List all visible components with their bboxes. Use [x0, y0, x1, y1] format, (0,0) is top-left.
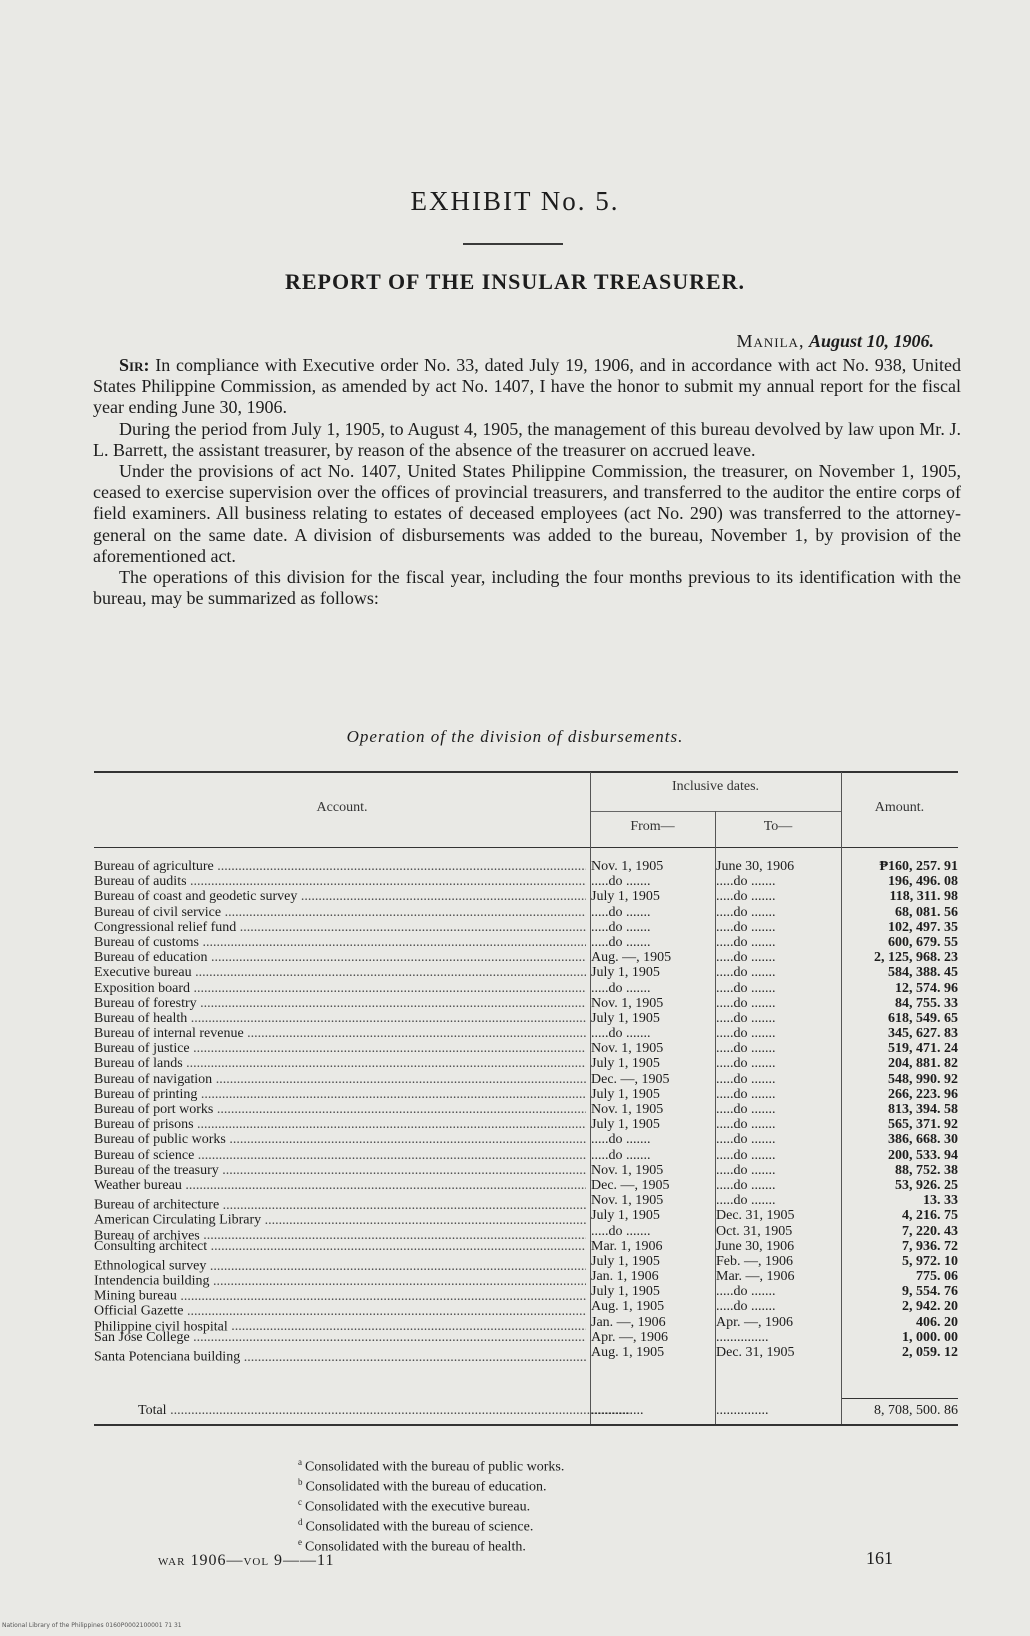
- table-row: [94, 874, 958, 889]
- table-row: [94, 1330, 958, 1345]
- amount-cell: 204, 881. 82: [888, 1056, 958, 1072]
- amount-cell: 12, 574. 96: [895, 980, 958, 996]
- footnote-text: Consolidated with the bureau of public works.: [305, 1459, 565, 1475]
- to-date-cell: .....do .......: [716, 1117, 776, 1133]
- account-cell: San Jose College .....: [94, 1330, 586, 1345]
- to-date-cell: .....do .......: [716, 1071, 776, 1087]
- to-date-cell: Feb. —, 1906: [716, 1253, 793, 1269]
- paragraph-3: Under the provisions of act No. 1407, United States Philippine Commission, the treasurer, on November 1, 1905, ceased to exercise supervision over the offices of provincial treasurers, and transferred to the auditor the entire corps of field examiners. All business relating to estates of deceased employees (act No. 290) was transferred to the attorney-general on the same date. A division of disbursements was added to the bureau, November 1, by provision of the aforementioned act.: [93, 461, 961, 566]
- paragraph-2: During the period from July 1, 1905, to August 4, 1905, the management of this bureau devolved by law upon Mr. J. L. Barrett, the assistant treasurer, by reason of the absence of the treasurer on accrued leave.: [93, 418, 961, 460]
- table-row: [94, 1178, 958, 1193]
- table-row: [94, 1132, 958, 1147]
- to-date-cell: .....do .......: [716, 995, 776, 1011]
- paragraph-4: The operations of this division for the fiscal year, including the four months previous to its identification with the bureau, may be summarized as follows:: [93, 567, 961, 609]
- to-date-cell: ...............: [716, 1329, 769, 1345]
- to-date-cell: .....do .......: [716, 965, 776, 981]
- account-cell: Bureau of science .....: [94, 1148, 586, 1163]
- salutation: Sir:: [119, 355, 150, 375]
- to-date-cell: .....do .......: [716, 1102, 776, 1117]
- total-rule: [841, 1398, 958, 1399]
- amount-cell: 266, 223. 96: [888, 1086, 958, 1102]
- table-row: [94, 1102, 958, 1117]
- amount-cell: 13. 33: [923, 1193, 958, 1209]
- account-cell: American Circulating Library .....: [94, 1208, 586, 1228]
- table-row: [94, 996, 958, 1011]
- account-cell: Bureau of internal revenue .....: [94, 1026, 586, 1041]
- table-row: [94, 1314, 958, 1335]
- table-row: [94, 1208, 958, 1228]
- table-row: [94, 1284, 958, 1304]
- from-date-cell: Jan. —, 1906: [591, 1314, 666, 1330]
- amount-cell: 600, 679. 55: [888, 934, 958, 950]
- table-row: [94, 1269, 958, 1289]
- amount-cell: 200, 533. 94: [888, 1147, 958, 1163]
- from-date-cell: Mar. 1, 1906: [591, 1238, 663, 1254]
- from-date-cell: Nov. 1, 1905: [591, 1162, 664, 1178]
- table-row: [94, 1239, 958, 1254]
- from-date-cell: July 1, 1905: [591, 1086, 660, 1102]
- account-cell: Bureau of health .....: [94, 1011, 586, 1026]
- footnote-marker: e: [298, 1537, 302, 1548]
- to-date-cell: .....do .......: [716, 1041, 776, 1057]
- table-row: [94, 1026, 958, 1041]
- to-date-cell: .....do .......: [716, 1086, 776, 1102]
- to-date-cell: Apr. —, 1906: [716, 1314, 793, 1330]
- header-account: Account.: [316, 800, 368, 815]
- footnote-marker: c: [298, 1497, 302, 1508]
- from-date-cell: Nov. 1, 1905: [591, 1102, 664, 1117]
- amount-cell: 406. 20: [916, 1314, 958, 1330]
- table-row: [94, 1253, 958, 1274]
- header-inclusive-dates: Inclusive dates.: [671, 779, 760, 794]
- header-amount: Amount.: [874, 800, 925, 815]
- amount-cell: 196, 496. 08: [888, 874, 958, 890]
- to-date-cell: .....do .......: [716, 1299, 776, 1315]
- paragraph-1: [93, 355, 961, 419]
- account-cell: Bureau of agriculture .....: [94, 859, 586, 874]
- from-date-cell: Aug. 1, 1905: [591, 1299, 665, 1315]
- from-date-cell: July 1, 1905: [591, 889, 660, 905]
- amount-cell: 2, 125, 968. 23: [874, 950, 958, 966]
- account-cell: Bureau of coast and geodetic survey .....: [94, 889, 586, 904]
- amount-cell: 386, 668. 30: [888, 1132, 958, 1148]
- table-row: [94, 935, 958, 950]
- table-row: [94, 1299, 958, 1320]
- library-credit: National Library of the Philippines 0160P0002100001 71 31: [2, 1622, 182, 1629]
- account-cell: Bureau of education .....: [94, 950, 586, 965]
- to-date-cell: Dec. 31, 1905: [716, 1208, 795, 1224]
- footnote: [298, 1515, 818, 1535]
- account-cell: Bureau of customs .....: [94, 935, 586, 950]
- amount-cell: ₱160, 257. 91: [879, 859, 958, 874]
- amount-cell: 345, 627. 83: [888, 1026, 958, 1042]
- from-date-cell: .....do .......: [591, 904, 651, 920]
- to-date-cell: .....do .......: [716, 1147, 776, 1163]
- account-cell: Bureau of public works .....: [94, 1132, 586, 1147]
- to-date-cell: Oct. 31, 1905: [716, 1223, 793, 1239]
- table-row: [94, 1345, 958, 1365]
- from-date-cell: .....do .......: [591, 1132, 651, 1148]
- to-date-cell: .....do .......: [716, 1132, 776, 1148]
- to-date-cell: .....do .......: [716, 1284, 776, 1300]
- footnote-text: Consolidated with the bureau of education.: [305, 1479, 547, 1495]
- account-cell: Santa Potenciana building .....: [94, 1345, 586, 1365]
- dateline-date: August 10, 1906.: [808, 331, 934, 351]
- from-date-cell: Nov. 1, 1905: [591, 1193, 664, 1209]
- table-row: [94, 1041, 958, 1056]
- account-cell: Philippine civil hospital .....: [94, 1315, 586, 1335]
- from-date-cell: July 1, 1905: [591, 1284, 660, 1300]
- from-date-cell: Jan. 1, 1906: [591, 1269, 659, 1285]
- table-row: [94, 1087, 958, 1102]
- to-date-cell: .....do .......: [716, 1177, 776, 1193]
- dateline: [737, 331, 935, 352]
- table-row: [94, 1117, 958, 1132]
- footnote-text: Consolidated with the executive bureau.: [305, 1499, 531, 1515]
- to-date-cell: .....do .......: [716, 1010, 776, 1026]
- account-cell: Consulting architect .....: [94, 1239, 586, 1254]
- to-date-cell: .....do .......: [716, 1026, 776, 1042]
- to-date-cell: .....do .......: [716, 904, 776, 920]
- footnote: [298, 1455, 818, 1475]
- from-date-cell: Nov. 1, 1905: [591, 1041, 664, 1057]
- table-row: [94, 1148, 958, 1163]
- to-date-cell: .....do .......: [716, 950, 776, 966]
- table-bottom-rule: [94, 1424, 958, 1426]
- paragraph-1-text: In compliance with Executive order No. 33, dated July 19, 1906, and in accordance with act No. 938, United States Philippine Commission, as amended by act No. 1407, I have the honor to submit my annual report for the fiscal year ending June 30, 1906.: [93, 355, 961, 418]
- from-date-cell: .....do .......: [591, 980, 651, 996]
- to-date-cell: .....do .......: [716, 1193, 776, 1209]
- amount-cell: 53, 926. 25: [895, 1177, 958, 1193]
- table-row: [94, 920, 958, 935]
- report-title: REPORT OF THE INSULAR TREASURER.: [284, 269, 746, 294]
- from-date-cell: July 1, 1905: [591, 1010, 660, 1026]
- from-date-cell: .....do .......: [591, 874, 651, 890]
- from-date-cell: July 1, 1905: [591, 965, 660, 981]
- account-cell: Official Gazette .....: [94, 1299, 586, 1319]
- from-date-cell: .....do .......: [591, 934, 651, 950]
- account-cell: Bureau of justice .....: [94, 1041, 586, 1056]
- account-cell: Mining bureau .....: [94, 1284, 586, 1304]
- account-cell: Exposition board .....: [94, 981, 586, 996]
- from-date-cell: Dec. —, 1905: [591, 1177, 670, 1193]
- to-date-cell: .....do .......: [716, 934, 776, 950]
- signature-line: war 1906—vol 9——11: [158, 1552, 335, 1569]
- header-from: From—: [630, 819, 675, 834]
- table-body: [94, 859, 958, 1365]
- from-date-cell: .....do .......: [591, 919, 651, 935]
- account-cell: Bureau of printing .....: [94, 1087, 586, 1102]
- from-date-cell: Aug. —, 1905: [591, 950, 672, 966]
- account-cell: Congressional relief fund .....: [94, 920, 586, 935]
- account-cell: Bureau of archives .....: [94, 1224, 586, 1244]
- footnote-text: Consolidated with the bureau of science.: [305, 1519, 534, 1535]
- table-row: [94, 859, 958, 874]
- from-date-cell: Nov. 1, 1905: [591, 995, 664, 1011]
- table-row: [94, 981, 958, 996]
- table-caption: Operation of the division of disbursements.: [346, 727, 684, 746]
- from-date-cell: Dec. —, 1905: [591, 1071, 670, 1087]
- footnotes: [298, 1455, 818, 1555]
- to-date-cell: June 30, 1906: [716, 859, 795, 874]
- footnote: [298, 1495, 818, 1515]
- from-date-cell: .....do .......: [591, 1147, 651, 1163]
- table-row: [94, 1193, 958, 1213]
- page-number: 161: [866, 1548, 893, 1568]
- from-date-cell: July 1, 1905: [591, 1117, 660, 1133]
- account-cell: Bureau of architecture .....: [94, 1193, 586, 1213]
- table-row: [94, 1011, 958, 1026]
- footnote: [298, 1475, 818, 1495]
- to-date-cell: .....do .......: [716, 1162, 776, 1178]
- to-date-cell: .....do .......: [716, 1056, 776, 1072]
- to-date-cell: .....do .......: [716, 889, 776, 905]
- table-row: [94, 1072, 958, 1087]
- table-row: [94, 1056, 958, 1071]
- amount-cell: 4, 216. 75: [902, 1208, 958, 1224]
- account-cell: Executive bureau .....: [94, 965, 586, 980]
- table-row: [94, 950, 958, 965]
- account-cell: Bureau of audits .....: [94, 874, 586, 889]
- header-to: To—: [763, 819, 793, 834]
- amount-cell: 1, 000. 00: [902, 1329, 958, 1345]
- total-from: ...............: [591, 1403, 644, 1418]
- to-date-cell: Dec. 31, 1905: [716, 1345, 795, 1360]
- amount-cell: 7, 220. 43: [902, 1223, 958, 1239]
- footnote: [298, 1535, 818, 1555]
- total-label: Total .....: [94, 1403, 630, 1419]
- table-row: [94, 889, 958, 904]
- amount-cell: 68, 081. 56: [895, 904, 958, 920]
- table-row: [94, 965, 958, 980]
- amount-cell: 584, 388. 45: [888, 965, 958, 981]
- heading-rule: [463, 243, 563, 245]
- from-date-cell: July 1, 1905: [591, 1056, 660, 1072]
- amount-cell: 519, 471. 24: [888, 1041, 958, 1057]
- footnote-marker: a: [298, 1457, 302, 1467]
- from-date-cell: July 1, 1905: [591, 1253, 660, 1269]
- account-cell: Weather bureau .....: [94, 1178, 586, 1193]
- to-date-cell: .....do .......: [716, 980, 776, 996]
- table-row: [94, 905, 958, 920]
- amount-cell: 2, 059. 12: [902, 1345, 958, 1360]
- table-row: [94, 1223, 958, 1244]
- amount-cell: 813, 394. 58: [888, 1102, 958, 1117]
- from-date-cell: Nov. 1, 1905: [591, 859, 664, 874]
- from-date-cell: .....do .......: [591, 1223, 651, 1239]
- amount-cell: 775. 06: [916, 1269, 958, 1285]
- table-row: [94, 1163, 958, 1178]
- account-cell: Bureau of port works .....: [94, 1102, 586, 1117]
- amount-cell: 618, 549. 65: [888, 1010, 958, 1026]
- to-date-cell: .....do .......: [716, 919, 776, 935]
- amount-cell: 2, 942. 20: [902, 1299, 958, 1315]
- account-cell: Bureau of the treasury .....: [94, 1163, 586, 1178]
- account-cell: Intendencia building .....: [94, 1269, 586, 1289]
- total-amount: 8, 708, 500. 86: [874, 1403, 958, 1418]
- amount-cell: 88, 752. 38: [895, 1162, 958, 1178]
- from-date-cell: July 1, 1905: [591, 1208, 660, 1224]
- to-date-cell: Mar. —, 1906: [716, 1269, 795, 1285]
- to-date-cell: .....do .......: [716, 874, 776, 890]
- account-cell: Bureau of navigation .....: [94, 1072, 586, 1087]
- amount-cell: 84, 755. 33: [895, 995, 958, 1011]
- account-cell: Bureau of civil service .....: [94, 905, 586, 920]
- footnote-marker: b: [298, 1477, 303, 1488]
- amount-cell: 548, 990. 92: [888, 1071, 958, 1087]
- table-header-rule: [94, 847, 958, 848]
- from-date-cell: Aug. 1, 1905: [591, 1345, 665, 1360]
- amount-cell: 7, 936. 72: [902, 1238, 958, 1254]
- from-date-cell: Apr. —, 1906: [591, 1329, 668, 1345]
- to-date-cell: June 30, 1906: [716, 1238, 795, 1254]
- report-body: [93, 355, 961, 609]
- table-top-rule: [94, 771, 958, 773]
- amount-cell: 565, 371. 92: [888, 1117, 958, 1133]
- account-cell: Bureau of prisons .....: [94, 1117, 586, 1132]
- footnote-text: Consolidated with the bureau of health.: [305, 1539, 526, 1555]
- total-to: ...............: [716, 1403, 769, 1418]
- footnote-marker: d: [298, 1517, 303, 1528]
- account-cell: Bureau of forestry .....: [94, 996, 586, 1011]
- amount-cell: 102, 497. 35: [888, 919, 958, 935]
- dateline-city: Manila,: [736, 331, 805, 351]
- account-cell: Bureau of lands .....: [94, 1056, 586, 1071]
- exhibit-heading: EXHIBIT No. 5.: [410, 186, 620, 216]
- account-cell: Ethnological survey .....: [94, 1254, 586, 1274]
- amount-cell: 9, 554. 76: [902, 1284, 958, 1300]
- amount-cell: 5, 972. 10: [902, 1253, 958, 1269]
- from-date-cell: .....do .......: [591, 1026, 651, 1042]
- amount-cell: 118, 311. 98: [889, 889, 958, 905]
